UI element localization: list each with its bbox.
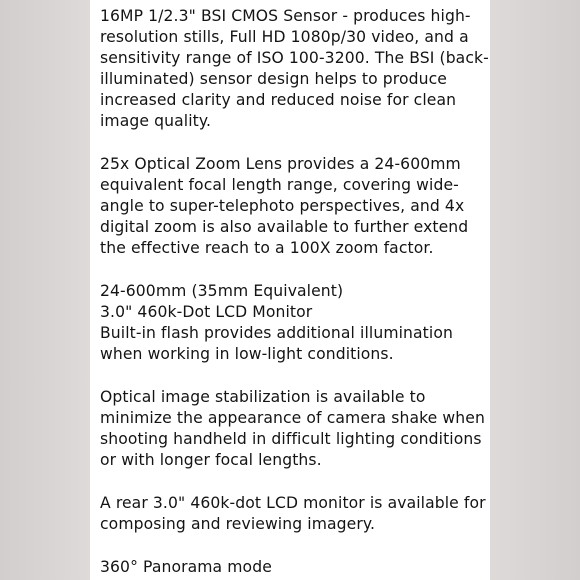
text-line: 25x Optical Zoom Lens provides a 24-600mm: [100, 155, 461, 173]
text-line: increased clarity and reduced noise for clean: [100, 91, 457, 109]
paragraph-zoom-lens: [100, 154, 490, 259]
paragraph-lcd-monitor: [100, 493, 490, 535]
left-margin-background: [0, 0, 90, 580]
paragraph-sensor: [100, 6, 490, 132]
text-line: 360° Panorama mode: [100, 558, 272, 576]
paragraph-stabilization: [100, 387, 490, 471]
text-line: composing and reviewing imagery.: [100, 515, 376, 533]
text-line: Built-in flash provides additional illumination: [100, 324, 453, 342]
document-page: [90, 0, 490, 580]
text-line: illuminated) sensor design helps to produce: [100, 70, 447, 88]
paragraph-specs: [100, 281, 490, 365]
text-line: 16MP 1/2.3" BSI CMOS Sensor - produces high-: [100, 7, 471, 25]
text-line: image quality.: [100, 112, 212, 130]
text-line: Optical image stabilization is available to: [100, 388, 426, 406]
text-line: equivalent focal length range, covering wide-: [100, 176, 459, 194]
text-line: shooting handheld in difficult lighting conditions: [100, 430, 482, 448]
text-line: the effective reach to a 100X zoom factor.: [100, 239, 434, 257]
text-line: angle to super-telephoto perspectives, and 4x: [100, 197, 465, 215]
text-line: minimize the appearance of camera shake when: [100, 409, 485, 427]
right-margin-background: [490, 0, 580, 580]
text-line: when working in low-light conditions.: [100, 345, 394, 363]
text-line: or with longer focal lengths.: [100, 451, 322, 469]
text-line: A rear 3.0" 460k-dot LCD monitor is available for: [100, 494, 486, 512]
text-line: digital zoom is also available to further extend: [100, 218, 469, 236]
text-line: 24-600mm (35mm Equivalent): [100, 282, 344, 300]
text-line: resolution stills, Full HD 1080p/30 video, and a: [100, 28, 469, 46]
text-line: sensitivity range of ISO 100-3200. The BSI (back-: [100, 49, 489, 67]
text-line: 3.0" 460k-Dot LCD Monitor: [100, 303, 313, 321]
paragraph-panorama: [100, 557, 490, 578]
